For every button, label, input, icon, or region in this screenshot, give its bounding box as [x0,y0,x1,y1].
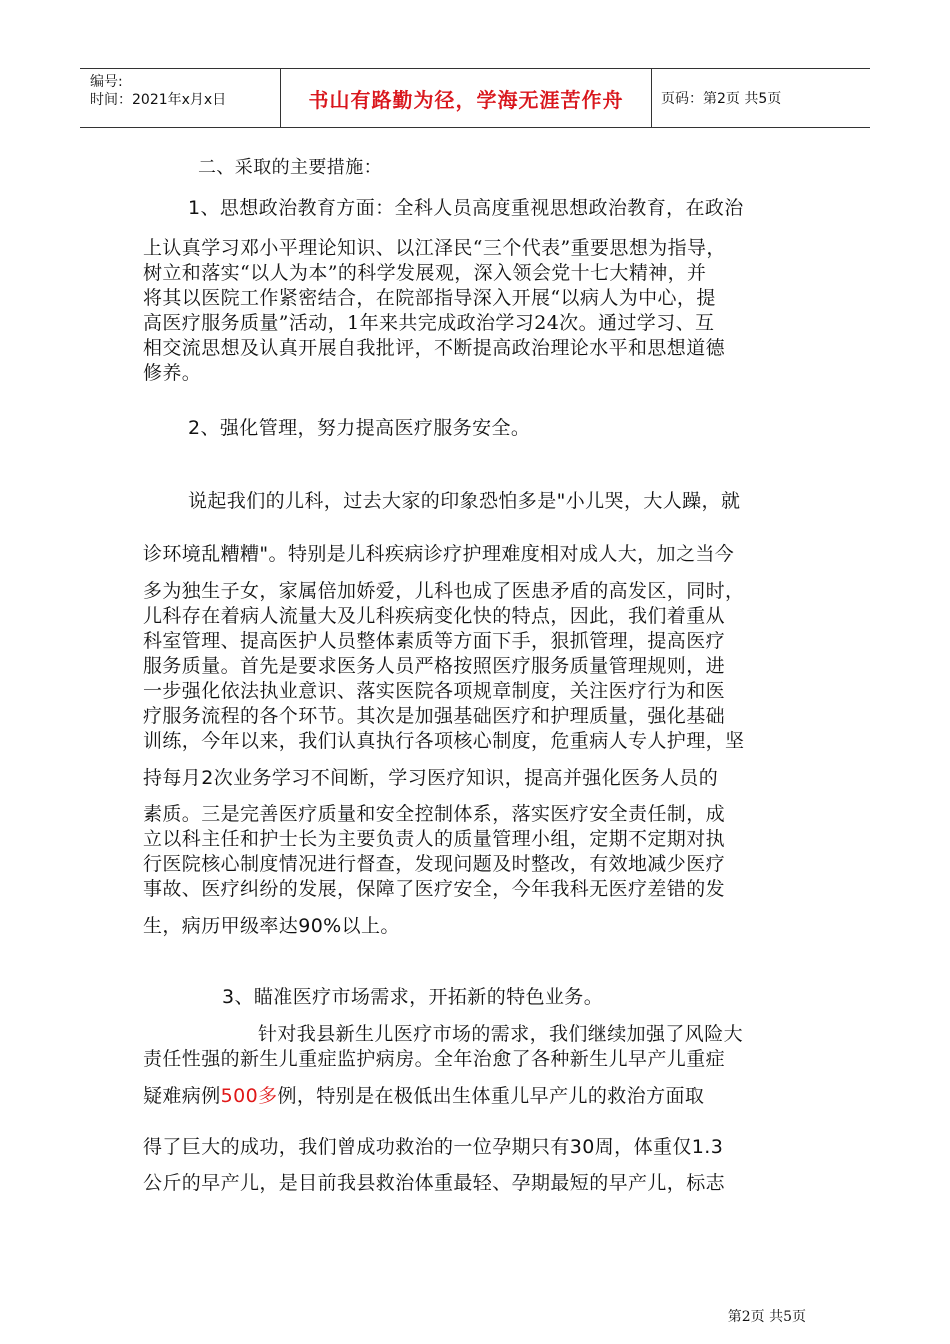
header-center-cell [280,69,652,127]
p2-line: 生，病历甲级率达90%以上。 [143,915,400,937]
header-left-cell [80,69,280,127]
p2-line: 一步强化依法执业意识、落实医院各项规章制度，关注医疗行为和医 [143,680,726,702]
p2-line: 持每月2次业务学习不间断，学习医疗知识，提高并强化医务人员的 [143,767,719,789]
item1-line: 将其以医院工作紧密结合，在院部指导深入开展“以病人为中心，提 [143,287,716,309]
footer-page-label: 第2页 共5页 [727,1309,806,1325]
p3-line3-start: 疑难病例 [143,1085,221,1107]
p2-line: 训练，今年以来，我们认真执行各项核心制度，危重病人专人护理，坚 [143,730,745,752]
item1-line: 修养。 [143,362,202,384]
p2-line: 行医院核心制度情况进行督查，发现问题及时整改，有效地减少医疗 [143,853,726,875]
page-header [80,68,870,128]
motto-text: 书山有路勤为径，学海无涯苦作舟 [308,87,624,112]
p3-line3-end: 例，特别是在极低出生体重儿早产儿的救治方面取 [277,1085,705,1107]
p3-line: 得了巨大的成功，我们曾成功救治的一位孕期只有30周，体重仅1.3 [143,1136,724,1158]
item1-line: 相交流思想及认真开展自我批评，不断提高政治理论水平和思想道德 [143,337,726,359]
p3-line: 公斤的早产儿，是目前我县救治体重最轻、孕期最短的早产儿，标志 [143,1172,726,1194]
p2-line: 素质。三是完善医疗质量和安全控制体系，落实医疗安全责任制，成 [143,803,726,825]
p2-line: 说起我们的儿科，过去大家的印象恐怕多是"小儿哭，大人躁，就 [188,490,741,512]
page-number-label: 页码：第2页 共5页 [661,91,782,107]
p2-line: 科室管理、提高医护人员整体素质等方面下手，狠抓管理，提高医疗 [143,630,726,652]
header-right-cell [651,69,870,127]
item1-line: 上认真学习邓小平理论知识、以江泽民“三个代表”重要思想为指导， [143,237,726,259]
number-label: 编号: [90,74,123,90]
p2-line: 诊环境乱糟糟"。特别是儿科疾病诊疗护理难度相对成人大，加之当今 [143,543,735,565]
item2-title: 2、强化管理，努力提高医疗服务安全。 [188,417,531,439]
p3-line: 责任性强的新生儿重症监护病房。全年治愈了各种新生儿早产儿重症 [143,1048,726,1070]
item1-line: 高医疗服务质量”活动，1年来共完成政治学习24次。通过学习、互 [143,312,715,334]
highlighted-count: 500多 [220,1085,278,1107]
section-title: 二、采取的主要措施： [198,157,382,178]
p3-line [143,1081,704,1108]
p3-line: 针对我县新生儿医疗市场的需求，我们继续加强了风险大 [258,1023,744,1045]
p2-line: 立以科主任和护士长为主要负责人的质量管理小组，定期不定期对执 [143,828,726,850]
p2-line: 疗服务流程的各个环节。其次是加强基础医疗和护理质量，强化基础 [143,705,726,727]
item1-line: 1、思想政治教育方面：全科人员高度重视思想政治教育，在政治 [188,197,744,219]
p2-line: 服务质量。首先是要求医务人员严格按照医疗服务质量管理规则，进 [143,655,726,677]
item3-title: 3、瞄准医疗市场需求，开拓新的特色业务。 [222,986,604,1008]
p2-line: 事故、医疗纠纷的发展，保障了医疗安全，今年我科无医疗差错的发 [143,878,726,900]
p2-line: 儿科存在着病人流量大及儿科疾病变化快的特点，因此，我们着重从 [143,605,726,627]
p2-line: 多为独生子女，家属倍加娇爱，儿科也成了医患矛盾的高发区，同时， [143,580,745,602]
item1-line: 树立和落实“以人为本”的科学发展观，深入领会党十七大精神，并 [143,262,707,284]
time-label: 时间：2021年x月x日 [90,92,227,108]
